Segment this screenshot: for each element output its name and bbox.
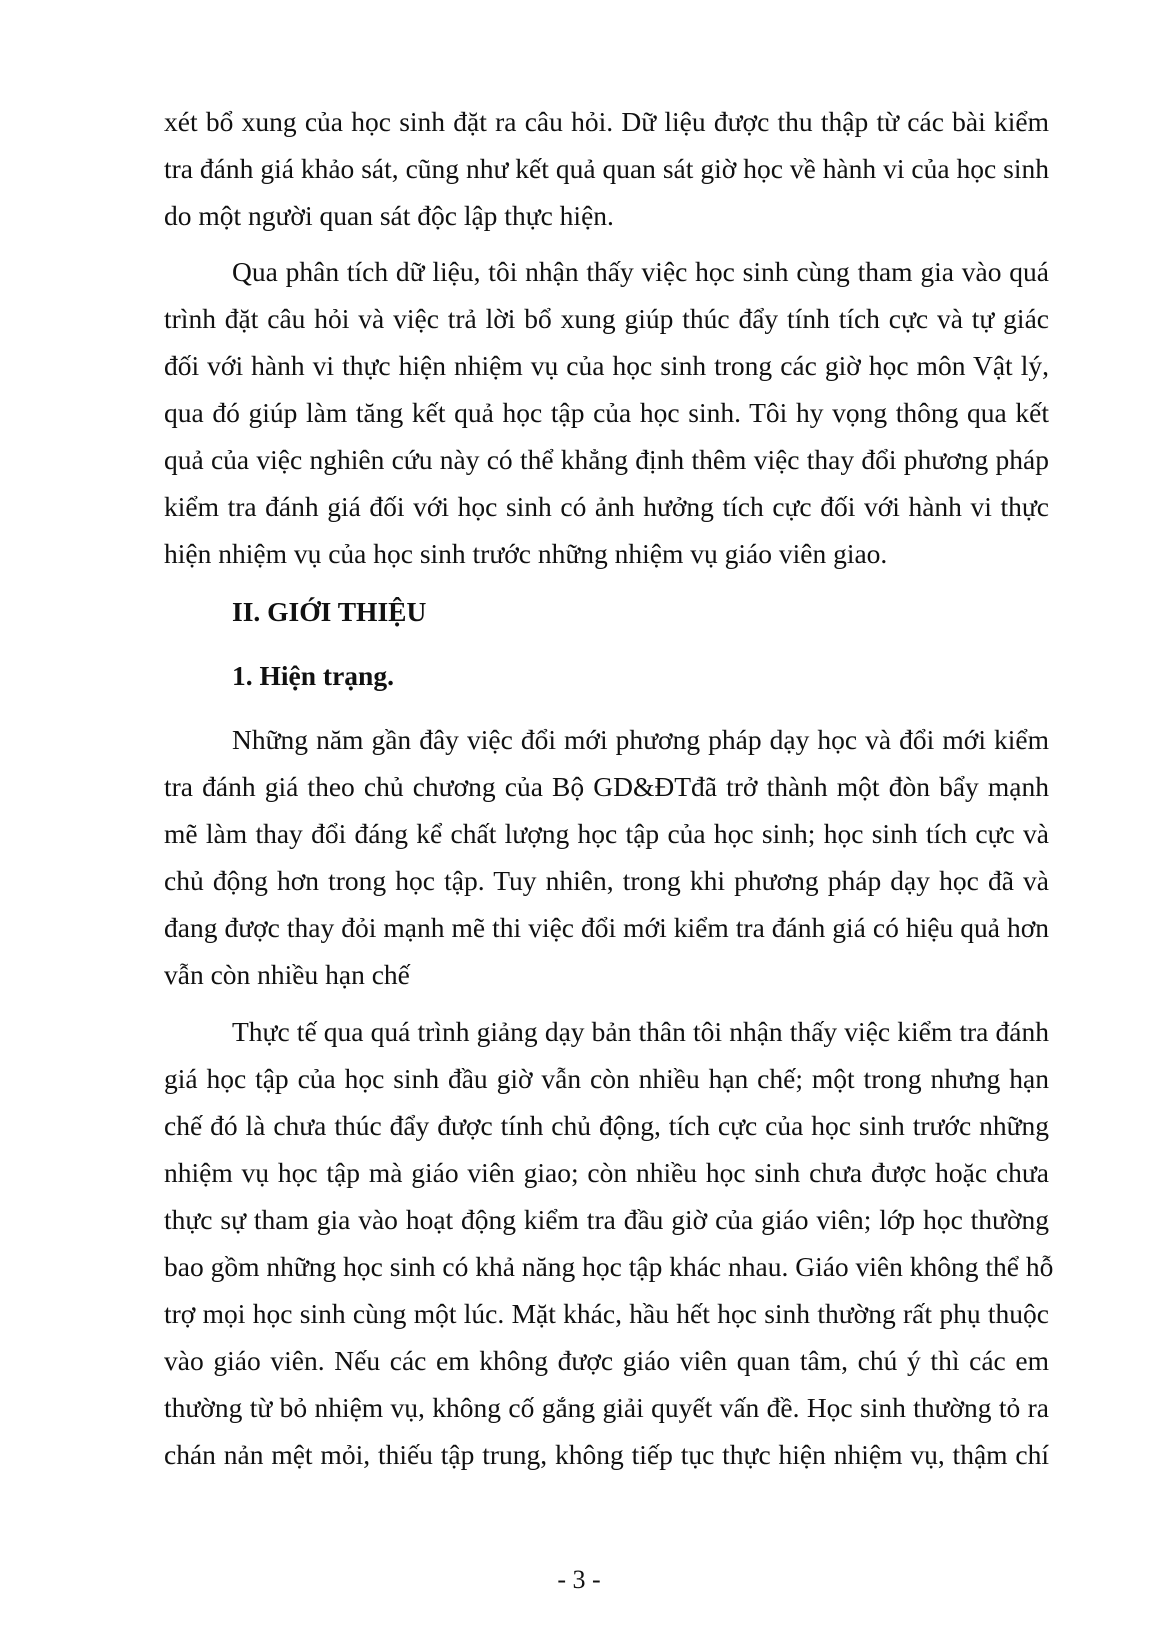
text-line: trình đặt câu hỏi và việc trả lời bổ xung giúp thúc đẩy tính tích cực và tự giác	[164, 303, 1049, 334]
text-line: trợ mọi học sinh cùng một lúc. Mặt khác, hầu hết học sinh thường rất phụ thuộc	[164, 1298, 1049, 1329]
text-line: đối với hành vi thực hiện nhiệm vụ của học sinh trong các giờ học môn Vật lý,	[164, 350, 1049, 381]
text-line: xét bổ xung của học sinh đặt ra câu hỏi. Dữ liệu được thu thập từ các bài kiểm	[164, 106, 1049, 137]
subsection-heading: 1. Hiện trạng.	[232, 660, 394, 691]
text-line: mẽ làm thay đổi đáng kể chất lượng học tập của học sinh; học sinh tích cực và	[164, 818, 1049, 849]
text-line: Những năm gần đây việc đổi mới phương pháp dạy học và đổi mới kiểm	[232, 724, 1049, 755]
text-line: đang được thay đỏi mạnh mẽ thi việc đổi mới kiểm tra đánh giá có hiệu quả hơn	[164, 912, 1049, 943]
text-line: qua đó giúp làm tăng kết quả học tập của học sinh. Tôi hy vọng thông qua kết	[164, 397, 1049, 428]
text-line: vào giáo viên. Nếu các em không được giáo viên quan tâm, chú ý thì các em	[164, 1345, 1049, 1376]
text-line: chế đó là chưa thúc đẩy được tính chủ động, tích cực của học sinh trước những	[164, 1110, 1049, 1141]
text-line: bao gồm những học sinh có khả năng học tập khác nhau. Giáo viên không thể hỗ	[164, 1251, 1054, 1282]
text-line: Thực tế qua quá trình giảng dạy bản thân tôi nhận thấy việc kiểm tra đánh	[232, 1016, 1049, 1047]
paragraph-2	[164, 248, 1049, 577]
text-line: chán nản mệt mỏi, thiếu tập trung, không tiếp tục thực hiện nhiệm vụ, thậm chí	[164, 1439, 1049, 1470]
section-heading: II. GIỚI THIỆU	[232, 596, 427, 627]
text-line: Qua phân tích dữ liệu, tôi nhận thấy việc học sinh cùng tham gia vào quá	[232, 256, 1049, 287]
text-line: thường từ bỏ nhiệm vụ, không cố gắng giải quyết vấn đề. Học sinh thường tỏ ra	[164, 1392, 1049, 1423]
text-line: chủ động hơn trong học tập. Tuy nhiên, trong khi phương pháp dạy học đã và	[164, 865, 1049, 896]
text-line: tra đánh giá khảo sát, cũng như kết quả quan sát giờ học về hành vi của học sinh	[164, 153, 1049, 184]
text-line: thực sự tham gia vào hoạt động kiểm tra đầu giờ của giáo viên; lớp học thường	[164, 1204, 1049, 1235]
paragraph-3	[164, 716, 1049, 998]
paragraph-4	[164, 1008, 1054, 1478]
text-line: tra đánh giá theo chủ chương của Bộ GD&ĐTđã trở thành một đòn bẩy mạnh	[164, 771, 1049, 802]
page-number: - 3 -	[557, 1565, 601, 1594]
text-line: quả của việc nghiên cứu này có thể khẳng định thêm việc thay đổi phương pháp	[164, 444, 1049, 475]
text-line: nhiệm vụ học tập mà giáo viên giao; còn nhiều học sinh chưa được hoặc chưa	[164, 1157, 1049, 1188]
text-line: do một người quan sát độc lập thực hiện.	[164, 200, 614, 231]
text-line: vẫn còn nhiều hạn chế	[164, 959, 410, 990]
text-line: giá học tập của học sinh đầu giờ vẫn còn nhiều hạn chế; một trong nhưng hạn	[164, 1063, 1049, 1094]
text-line: hiện nhiệm vụ của học sinh trước những nhiệm vụ giáo viên giao.	[164, 538, 888, 569]
paragraph-1	[164, 98, 1049, 239]
text-line: kiểm tra đánh giá đối với học sinh có ảnh hưởng tích cực đối với hành vi thực	[164, 491, 1049, 522]
